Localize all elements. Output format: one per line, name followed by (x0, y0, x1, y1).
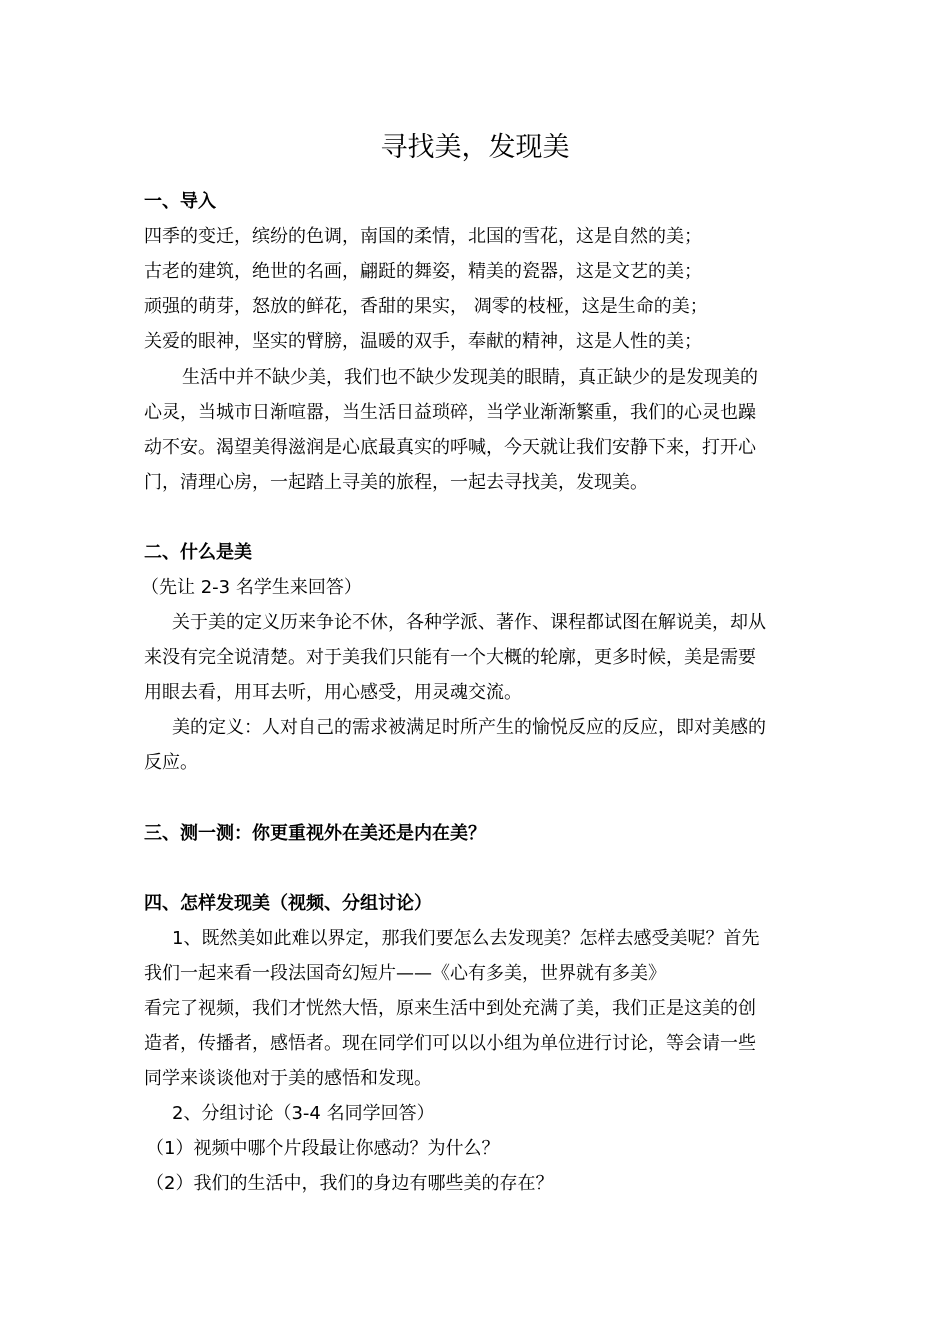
intro-paragraph-line-3: 动不安。渴望美得滋润是心底最真实的呼喊，今天就让我们安静下来，打开心 (144, 437, 756, 458)
definition-paragraph-line-2: 来没有完全说清楚。对于美我们只能有一个大概的轮廓，更多时候，美是需要 (144, 647, 756, 668)
intro-paragraph-line-1: 生活中并不缺少美，我们也不缺少发现美的眼睛，真正缺少的是发现美的 (182, 367, 758, 388)
discover-paragraph-line-5: 同学来谈谈他对于美的感悟和发现。 (144, 1068, 432, 1089)
beauty-definition-line-1: 美的定义：人对自己的需求被满足时所产生的愉悦反应的反应，即对美感的 (172, 717, 766, 738)
page-title: 寻找美，发现美 (380, 132, 570, 163)
section-4-heading: 四、怎样发现美（视频、分组讨论） (144, 893, 432, 914)
intro-paragraph-line-4: 门，清理心房，一起踏上寻美的旅程，一起去寻找美，发现美。 (144, 472, 648, 493)
beauty-definition-line-2: 反应。 (144, 752, 198, 773)
question-2: （2）我们的生活中，我们的身边有哪些美的存在？ (146, 1173, 554, 1194)
section-2-heading: 二、什么是美 (144, 542, 252, 563)
question-1: （1）视频中哪个片段最让你感动？为什么？ (146, 1138, 500, 1159)
intro-paragraph-line-2: 心灵，当城市日渐喧嚣，当生活日益琐碎，当学业渐渐繁重，我们的心灵也躁 (144, 402, 756, 423)
section-3-heading: 三、测一测：你更重视外在美还是内在美？ (144, 823, 486, 844)
discover-paragraph-line-1: 1、既然美如此难以界定，那我们要怎么去发现美？怎样去感受美呢？首先 (172, 928, 760, 949)
group-discussion-line: 2、分组讨论（3-4 名同学回答） (172, 1103, 435, 1124)
section-2-note: （先让 2-3 名学生来回答） (141, 577, 362, 598)
definition-paragraph-line-3: 用眼去看，用耳去听，用心感受，用灵魂交流。 (144, 682, 522, 703)
intro-line-nature: 四季的变迁，缤纷的色调，南国的柔情，北国的雪花，这是自然的美； (144, 226, 702, 247)
intro-line-humanity: 关爱的眼神，坚实的臂膀，温暖的双手，奉献的精神，这是人性的美； (144, 331, 702, 352)
discover-paragraph-line-3: 看完了视频，我们才恍然大悟，原来生活中到处充满了美，我们正是这美的创 (144, 998, 756, 1019)
intro-line-art: 古老的建筑，绝世的名画，翩跹的舞姿，精美的瓷器，这是文艺的美； (144, 261, 702, 282)
definition-paragraph-line-1: 关于美的定义历来争论不休，各种学派、著作、课程都试图在解说美，却从 (172, 612, 766, 633)
discover-paragraph-line-4: 造者，传播者，感悟者。现在同学们可以以小组为单位进行讨论，等会请一些 (144, 1033, 756, 1054)
section-1-heading: 一、导入 (144, 191, 216, 212)
discover-paragraph-line-2: 我们一起来看一段法国奇幻短片——《心有多美，世界就有多美》 (144, 963, 666, 984)
intro-line-life: 顽强的萌芽，怒放的鲜花，香甜的果实， 凋零的枝桠，这是生命的美； (144, 296, 708, 317)
